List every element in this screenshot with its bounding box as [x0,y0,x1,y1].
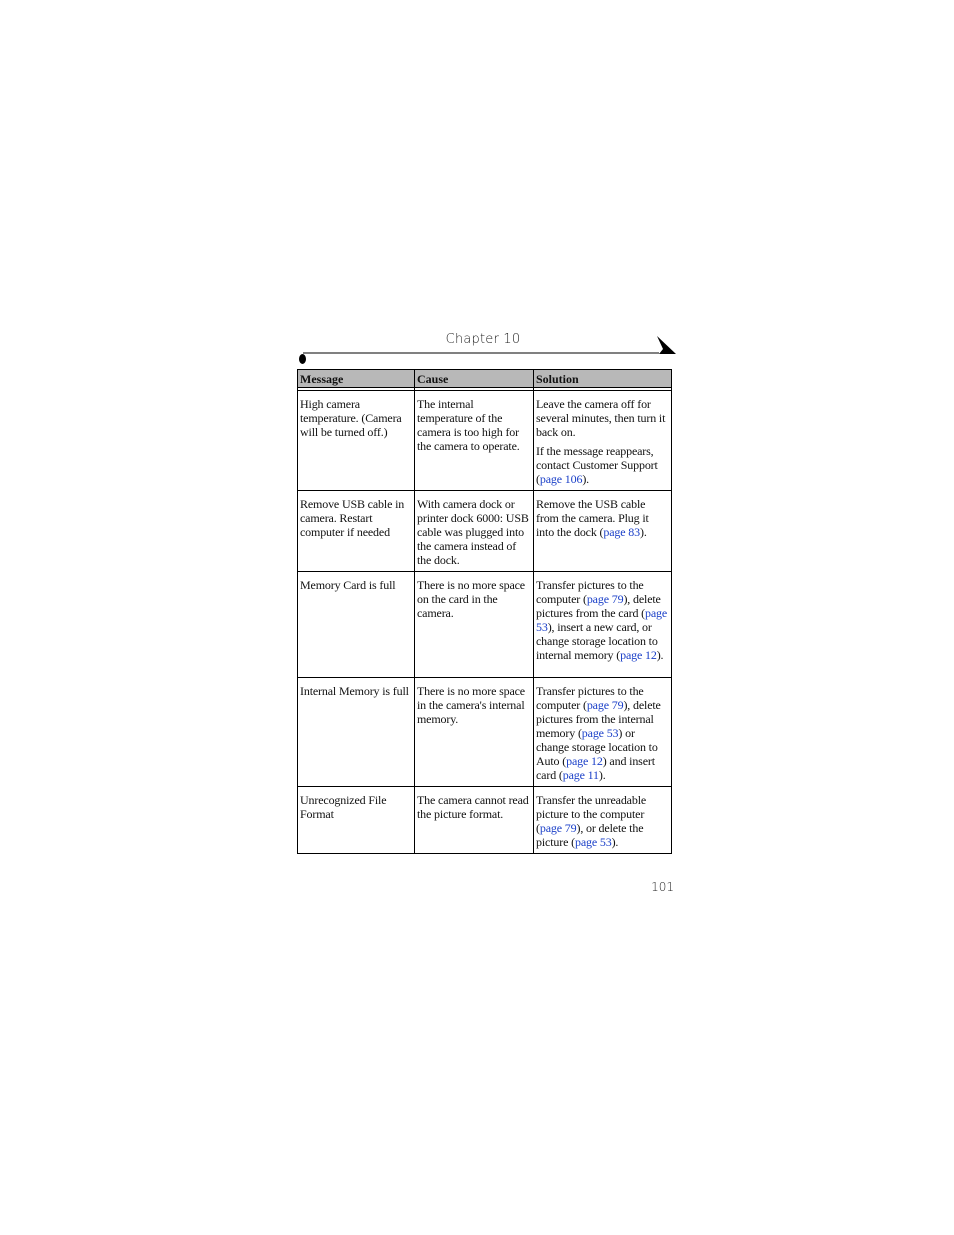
page-link[interactable]: page 11 [562,768,599,782]
solution-text: ). [582,472,590,486]
solution-text: ). [611,835,619,849]
solution-text: Transfer the unreadable picture to the computer ( [536,793,647,835]
table-row [298,491,672,572]
solution-text: Transfer pictures to the computer ( [536,684,644,712]
page-link[interactable]: page 79 [539,821,577,835]
solution-text: ) or change storage location to Auto ( [536,726,658,768]
solution-text: ), insert a new card, or change storage location to internal memory ( [536,620,658,662]
solution-text: ), delete pictures from the card ( [536,592,661,620]
message-cell: Remove USB cable in camera. Restart computer if needed [298,491,415,572]
message-cell: High camera temperature. (Camera will be turned off.) [298,391,415,491]
column-header-cause: Cause [415,370,534,388]
solution-cell [534,572,672,678]
solution-text: ), delete pictures from the internal memory ( [536,698,661,740]
solution-cell [534,787,672,854]
page-link[interactable]: page 106 [539,472,583,486]
solution-text: Leave the camera off for several minutes, then turn it back on. [536,397,666,439]
table-row [298,572,672,678]
message-cell: Internal Memory is full [298,678,415,787]
solution-text: ). [656,648,664,662]
solution-paragraph [536,444,669,486]
solution-text: If the message reappears, contact Customer Support ( [536,444,658,486]
message-cell: Memory Card is full [298,572,415,678]
cause-cell: With camera dock or printer dock 6000: USB cable was plugged into the camera instead of the dock. [415,491,534,572]
page-link[interactable]: page 53 [581,726,619,740]
chapter-header [297,330,677,364]
page-link[interactable]: page 12 [620,648,657,662]
cause-cell: There is no more space in the camera's internal memory. [415,678,534,787]
cause-cell: The camera cannot read the picture format. [415,787,534,854]
table-row [298,678,672,787]
table-row [298,391,672,491]
solution-text: Remove the USB cable from the camera. Plug it into the dock ( [536,497,649,539]
cause-cell: The internal temperature of the camera is too high for the camera to operate. [415,391,534,491]
table-header-row [298,370,672,388]
solution-cell [534,678,672,787]
troubleshooting-table [297,369,672,854]
solution-text: ), or delete the picture ( [536,821,644,849]
solution-text: Transfer pictures to the computer ( [536,578,644,606]
solution-text: ). [640,525,647,539]
page-link[interactable]: page 12 [566,754,603,768]
page-link[interactable]: page 79 [586,592,624,606]
chapter-title: Chapter 10 [445,332,521,347]
column-header-message: Message [298,370,415,388]
solution-text: ). [598,768,606,782]
page-link[interactable]: page 53 [574,835,612,849]
table-row [298,787,672,854]
page-link[interactable]: page 79 [586,698,624,712]
solution-cell [534,391,672,491]
solution-cell [534,491,672,572]
solution-text: ) and insert card ( [536,754,655,782]
message-cell: Unrecognized File Format [298,787,415,854]
page-link[interactable]: page 53 [536,606,668,634]
page-number: 101 [651,880,674,894]
page-link[interactable]: page 83 [603,525,641,539]
column-header-solution: Solution [534,370,672,388]
cause-cell: There is no more space on the card in the camera. [415,572,534,678]
